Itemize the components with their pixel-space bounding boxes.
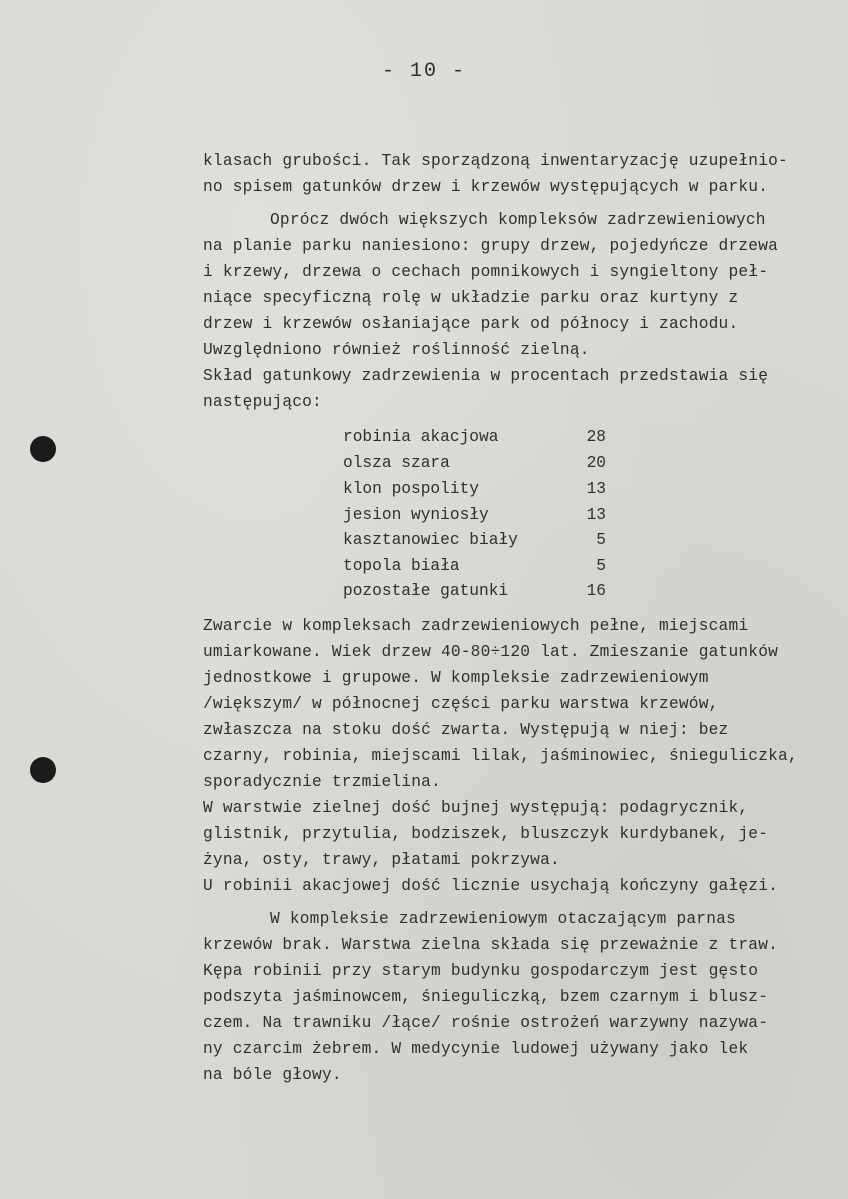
text-line: /większym/ w północnej części parku warstwa krzewów, bbox=[203, 695, 719, 713]
punch-hole-top bbox=[30, 436, 56, 462]
species-name: topola biała bbox=[343, 557, 460, 575]
text-line: klasach grubości. Tak sporządzoną inwentaryzację uzupełnio- bbox=[203, 152, 788, 170]
text-line: ny czarcim żebrem. W medycynie ludowej używany jako lek bbox=[203, 1040, 749, 1058]
species-percent: 16 bbox=[586, 582, 606, 600]
text-line: Kępa robinii przy starym budynku gospodarczym jest gęsto bbox=[203, 962, 759, 980]
text-line: W warstwie zielnej dość bujnej występują: podagrycznik, bbox=[203, 799, 749, 817]
text-line: Skład gatunkowy zadrzewienia w procentach przedstawia się bbox=[203, 367, 769, 385]
text-line: zwłaszcza na stoku dość zwarta. Występują w niej: bez bbox=[203, 721, 729, 739]
species-percent: 28 bbox=[586, 428, 606, 446]
text-line: czarny, robinia, miejscami lilak, jaśminowiec, śnieguliczka, bbox=[203, 747, 798, 765]
text-line: glistnik, przytulia, bodziszek, bluszczyk kurdybanek, je- bbox=[203, 825, 769, 843]
text-line: czem. Na trawniku /łące/ rośnie ostrożeń warzywny nazywa- bbox=[203, 1014, 769, 1032]
text-line: Oprócz dwóch większych kompleksów zadrzewieniowych bbox=[270, 211, 766, 229]
species-percent: 13 bbox=[586, 506, 606, 524]
text-line: na bóle głowy. bbox=[203, 1066, 342, 1084]
text-line: na planie parku naniesiono: grupy drzew, pojedyńcze drzewa bbox=[203, 237, 779, 255]
species-percent: 5 bbox=[596, 557, 606, 575]
species-name: kasztanowiec biały bbox=[343, 531, 518, 549]
page-number: - 10 - bbox=[381, 60, 466, 83]
text-line: umiarkowane. Wiek drzew 40-80÷120 lat. Zmieszanie gatunków bbox=[203, 643, 779, 661]
species-name: olsza szara bbox=[343, 454, 450, 472]
species-percent: 20 bbox=[586, 454, 606, 472]
text-line: W kompleksie zadrzewieniowym otaczającym parnas bbox=[270, 910, 736, 928]
text-line: i krzewy, drzewa o cechach pomnikowych i syngieltony peł- bbox=[203, 263, 769, 281]
text-line: drzew i krzewów osłaniające park od północy i zachodu. bbox=[203, 315, 739, 333]
species-percent: 5 bbox=[596, 531, 606, 549]
text-line: no spisem gatunków drzew i krzewów występujących w parku. bbox=[203, 178, 769, 196]
text-line: sporadycznie trzmielina. bbox=[203, 773, 441, 791]
text-line: Zwarcie w kompleksach zadrzewieniowych pełne, miejscami bbox=[203, 617, 749, 635]
species-name: jesion wyniosły bbox=[343, 506, 489, 524]
species-name: klon pospolity bbox=[343, 480, 479, 498]
punch-hole-bottom bbox=[30, 757, 56, 783]
text-line: podszyta jaśminowcem, śnieguliczką, bzem czarnym i blusz- bbox=[203, 988, 769, 1006]
species-name: robinia akacjowa bbox=[343, 428, 499, 446]
text-line: następująco: bbox=[203, 393, 322, 411]
species-name: pozostałe gatunki bbox=[343, 582, 509, 600]
text-line: żyna, osty, trawy, płatami pokrzywa. bbox=[203, 851, 560, 869]
text-line: Uwzględniono również roślinność zielną. bbox=[203, 341, 590, 359]
text-line: jednostkowe i grupowe. W kompleksie zadrzewieniowym bbox=[203, 669, 709, 687]
text-line: krzewów brak. Warstwa zielna składa się przeważnie z traw. bbox=[203, 936, 779, 954]
species-percent: 13 bbox=[586, 480, 606, 498]
text-line: U robinii akacjowej dość licznie usychają kończyny gałęzi. bbox=[203, 877, 779, 895]
text-line: niące specyficzną rolę w układzie parku oraz kurtyny z bbox=[203, 289, 739, 307]
